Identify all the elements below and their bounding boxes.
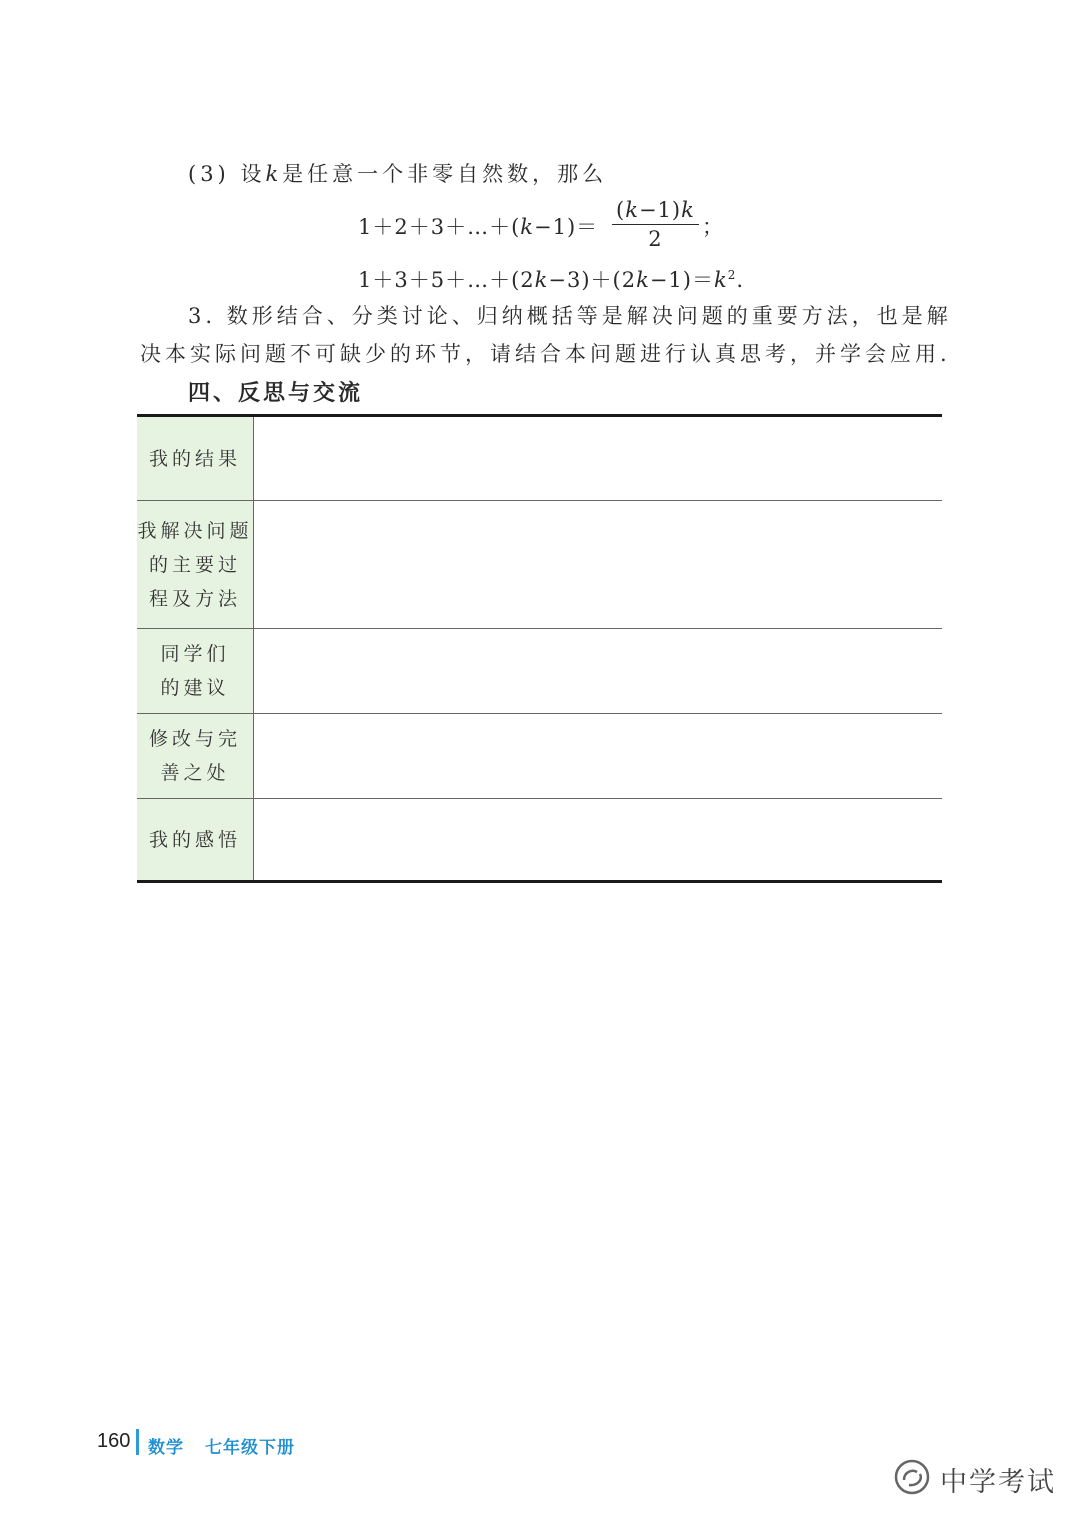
- wechat-icon: [893, 1458, 931, 1496]
- row-label-insights: 我的感悟: [137, 799, 254, 882]
- formula-sum-odds: $1+3+5+\dots+(2k-3)+(2k-1)=k^2$.: [358, 268, 745, 292]
- fraction-denominator: 2: [648, 227, 663, 251]
- formula-fraction: [612, 198, 699, 251]
- table-row: [137, 501, 942, 629]
- table-row: [137, 799, 942, 882]
- fraction-numerator: (k−1)k: [612, 198, 699, 225]
- reflection-table: [137, 414, 942, 883]
- item-3-intro: [188, 156, 607, 193]
- watermark-text: 中学考试: [940, 1467, 1056, 1497]
- row-label-process-method: 我解决问题 的主要过 程及方法: [137, 501, 254, 629]
- footer-subject: 数学: [148, 1438, 184, 1457]
- item-3-text-a: 设: [240, 162, 266, 186]
- footer-grade: 七年级下册: [205, 1438, 295, 1457]
- page-number: 160: [97, 1430, 131, 1452]
- answer-cell[interactable]: [254, 714, 943, 799]
- section-heading: 四、反思与交流: [188, 380, 364, 406]
- table-row: [137, 416, 942, 501]
- answer-cell[interactable]: [254, 629, 943, 714]
- point-3-line-2: 决本实际问题不可缺少的环节，请结合本问题进行认真思考，并学会应用.: [140, 342, 951, 366]
- item-3-text-b: 是任意一个非零自然数，那么: [282, 162, 608, 186]
- item-3-var: k: [265, 162, 283, 186]
- answer-cell[interactable]: [254, 799, 943, 882]
- table-row: [137, 714, 942, 799]
- row-label-my-result: 我的结果: [137, 416, 254, 501]
- item-3-label: (3): [188, 162, 230, 186]
- row-label-improvements: 修改与完 善之处: [137, 714, 254, 799]
- formula-1-tail: ；: [702, 215, 724, 239]
- footer-divider-bar: [136, 1429, 139, 1455]
- answer-cell[interactable]: [254, 416, 943, 501]
- table-row: [137, 629, 942, 714]
- point-3-line-1: 3. 数形结合、分类讨论、归纳概括等是解决问题的重要方法，也是解: [188, 304, 952, 328]
- row-label-suggestions: 同学们 的建议: [137, 629, 254, 714]
- formula-sum-integers: 1＋2＋3＋…＋(k−1)＝: [358, 215, 599, 239]
- answer-cell[interactable]: [254, 501, 943, 629]
